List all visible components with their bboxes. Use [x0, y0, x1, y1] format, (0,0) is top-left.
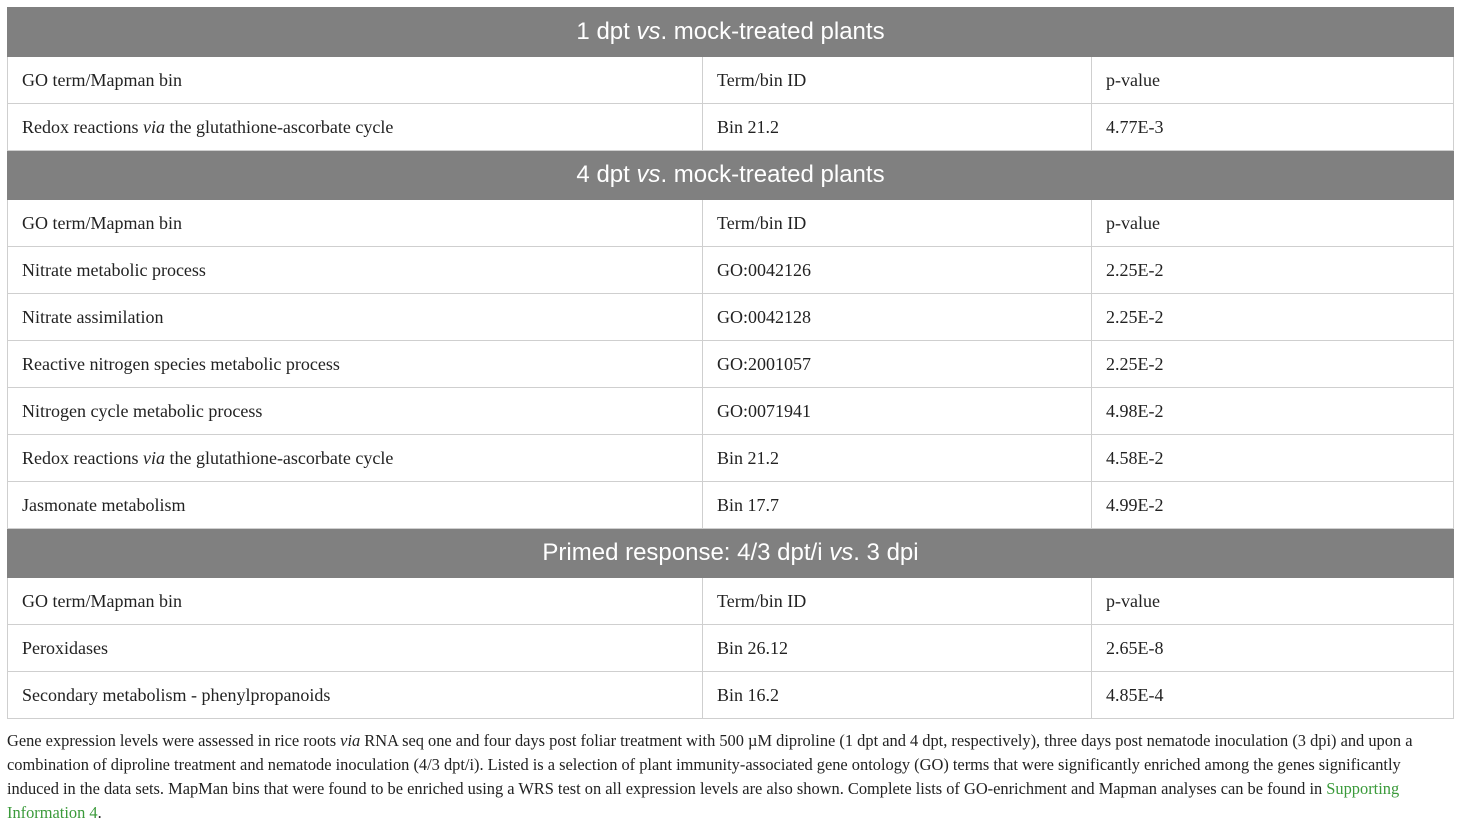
- term-id-cell: Bin 17.7: [703, 482, 1092, 529]
- term-id-cell: GO:0071941: [703, 388, 1092, 435]
- p-value-cell: 2.25E-2: [1092, 341, 1454, 388]
- section-title-text: 1 dpt: [576, 18, 637, 45]
- section-title-text: . mock-treated plants: [660, 161, 885, 188]
- term-text: the glutathione-ascorbate cycle: [164, 116, 394, 137]
- column-header-term: GO term/Mapman bin: [8, 57, 703, 104]
- term-cell: [8, 625, 703, 672]
- term-emphasis: via: [142, 447, 165, 468]
- term-id-cell: Bin 26.12: [703, 625, 1092, 672]
- term-id-cell: GO:0042128: [703, 294, 1092, 341]
- term-cell: [8, 388, 703, 435]
- term-text: Redox reactions: [22, 447, 143, 468]
- section-title-emphasis: vs: [829, 539, 854, 566]
- column-header-id: Term/bin ID: [703, 578, 1092, 625]
- p-value-cell: 2.65E-8: [1092, 625, 1454, 672]
- term-text: Jasmonate metabolism: [22, 494, 186, 515]
- table-row: [8, 672, 1454, 719]
- term-emphasis: via: [142, 116, 165, 137]
- section-title: [8, 151, 1454, 200]
- p-value-cell: 4.99E-2: [1092, 482, 1454, 529]
- term-id-cell: GO:2001057: [703, 341, 1092, 388]
- column-header-row: [8, 578, 1454, 625]
- table-row: [8, 104, 1454, 151]
- term-cell: [8, 341, 703, 388]
- footnote-emphasis: via: [340, 731, 361, 750]
- table-row: [8, 341, 1454, 388]
- section-title: [8, 8, 1454, 57]
- column-header-pvalue: p-value: [1092, 57, 1454, 104]
- term-text: the glutathione-ascorbate cycle: [164, 447, 394, 468]
- footnote-text: Gene expression levels were assessed in rice roots: [7, 731, 341, 750]
- column-header-pvalue: p-value: [1092, 200, 1454, 247]
- section-header-row: [8, 151, 1454, 200]
- term-text: Reactive nitrogen species metabolic process: [22, 353, 340, 374]
- column-header-row: [8, 200, 1454, 247]
- term-cell: [8, 294, 703, 341]
- term-cell: [8, 435, 703, 482]
- column-header-id: Term/bin ID: [703, 57, 1092, 104]
- p-value-cell: 4.85E-4: [1092, 672, 1454, 719]
- term-text: Redox reactions: [22, 116, 143, 137]
- p-value-cell: 2.25E-2: [1092, 294, 1454, 341]
- term-cell: [8, 672, 703, 719]
- table-row: [8, 625, 1454, 672]
- p-value-cell: 4.98E-2: [1092, 388, 1454, 435]
- term-cell: [8, 104, 703, 151]
- section-header-row: [8, 529, 1454, 578]
- section-title: [8, 529, 1454, 578]
- term-text: Nitrogen cycle metabolic process: [22, 400, 263, 421]
- p-value-cell: 4.58E-2: [1092, 435, 1454, 482]
- term-id-cell: Bin 21.2: [703, 435, 1092, 482]
- section-title-text: Primed response: 4/3 dpt/i: [542, 539, 830, 566]
- table-footnote: [7, 729, 1455, 825]
- results-table: [7, 7, 1454, 719]
- table-row: [8, 294, 1454, 341]
- table-row: [8, 247, 1454, 294]
- table-row: [8, 435, 1454, 482]
- term-id-cell: GO:0042126: [703, 247, 1092, 294]
- supporting-info-link[interactable]: Supporting Information 4: [7, 779, 1400, 822]
- column-header-term: GO term/Mapman bin: [8, 200, 703, 247]
- section-header-row: [8, 8, 1454, 57]
- p-value-cell: 4.77E-3: [1092, 104, 1454, 151]
- term-text: Secondary metabolism - phenylpropanoids: [22, 684, 331, 705]
- p-value-cell: 2.25E-2: [1092, 247, 1454, 294]
- section-title-emphasis: vs: [636, 18, 661, 45]
- results-table-body: [8, 8, 1454, 719]
- term-text: Nitrate metabolic process: [22, 259, 206, 280]
- section-title-text: . mock-treated plants: [660, 18, 885, 45]
- footnote-text: RNA seq one and four days post foliar treatment with 500 µM diproline (1 dpt and 4 dpt, respectively), three days post nematode inoculation (3 dpi) and upon a combination of diproline treatment and nematode inoculation (4/3 dpt/i). Listed is a selection of plant immunity-associated gene ontology (GO) terms that were significantly enriched among the genes significantly induced in the data sets. MapMan bins that were found to be enriched using a WRS test on all expression levels are also shown. Complete lists of GO-enrichment and Mapman analyses can be found in: [7, 731, 1413, 798]
- column-header-row: [8, 57, 1454, 104]
- term-cell: [8, 247, 703, 294]
- column-header-id: Term/bin ID: [703, 200, 1092, 247]
- column-header-term: GO term/Mapman bin: [8, 578, 703, 625]
- section-title-text: 4 dpt: [576, 161, 637, 188]
- table-row: [8, 482, 1454, 529]
- term-cell: [8, 482, 703, 529]
- term-text: Peroxidases: [22, 637, 108, 658]
- term-text: Nitrate assimilation: [22, 306, 164, 327]
- term-id-cell: Bin 21.2: [703, 104, 1092, 151]
- column-header-pvalue: p-value: [1092, 578, 1454, 625]
- section-title-emphasis: vs: [636, 161, 661, 188]
- footnote-text: .: [97, 803, 102, 822]
- table-row: [8, 388, 1454, 435]
- term-id-cell: Bin 16.2: [703, 672, 1092, 719]
- section-title-text: . 3 dpi: [853, 539, 919, 566]
